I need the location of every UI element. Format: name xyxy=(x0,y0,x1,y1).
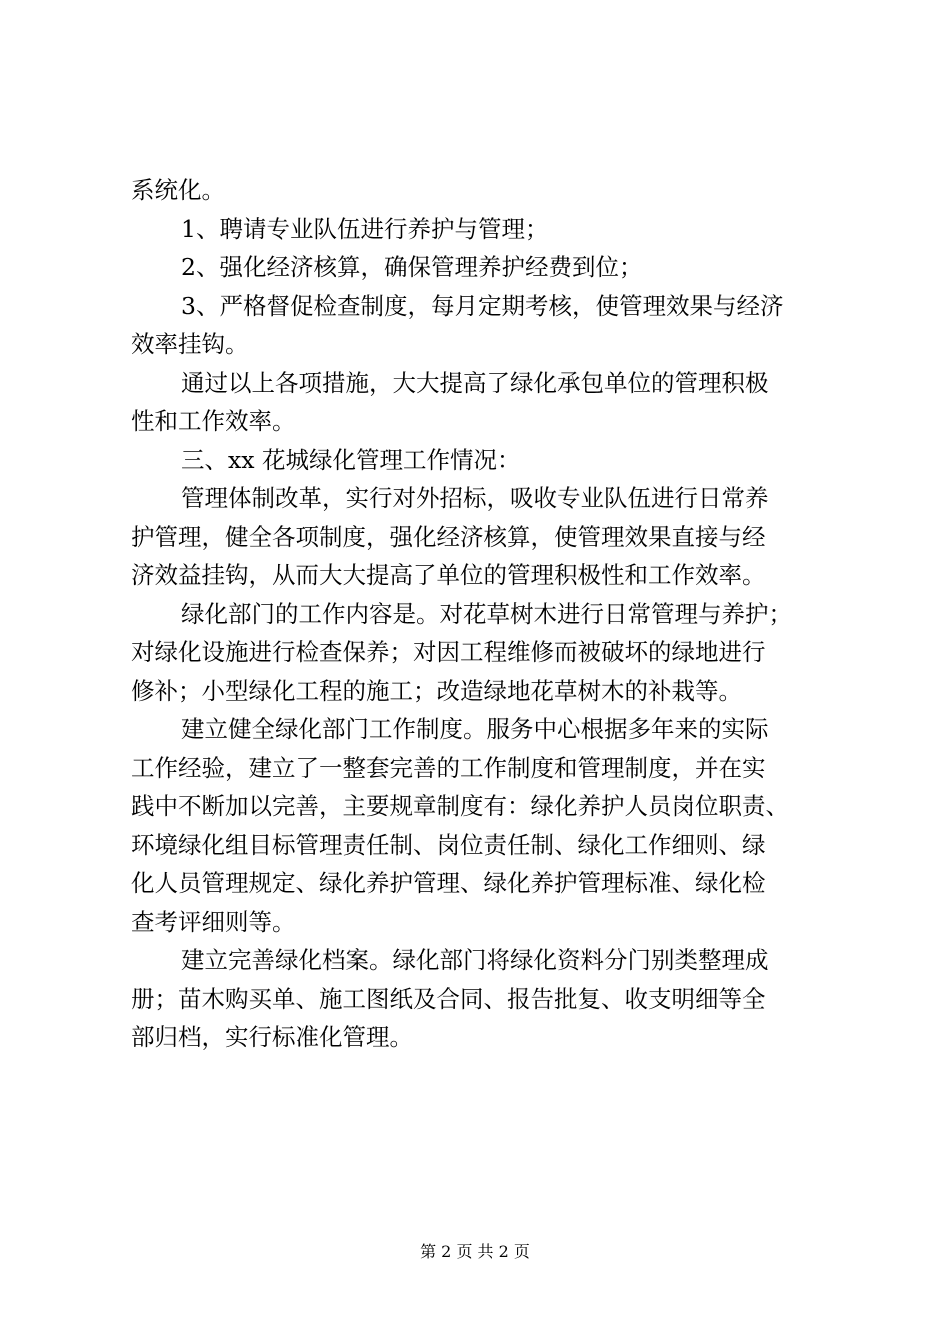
text-line: 管理体制改革，实行对外招标，吸收专业队伍进行日常养 xyxy=(181,484,769,512)
text-line: 修补；小型绿化工程的施工；改造绿地花草树木的补栽等。 xyxy=(131,676,742,705)
text-line: 1、聘请专业队伍进行养护与管理； xyxy=(181,214,549,243)
text-line: 建立健全绿化部门工作制度。服务中心根据多年来的实际 xyxy=(181,715,769,743)
text-line: 环境绿化组目标管理责任制、岗位责任制、绿化工作细则、绿 xyxy=(131,830,766,859)
text-line: 查考评细则等。 xyxy=(131,907,296,936)
text-line: 护管理，健全各项制度，强化经济核算，使管理效果直接与经 xyxy=(131,522,766,551)
text-line: 性和工作效率。 xyxy=(131,407,296,435)
text-line: 通过以上各项措施，大大提高了绿化承包单位的管理积极 xyxy=(181,368,769,397)
page-footer xyxy=(0,1242,950,1262)
text-line: 册；苗木购买单、施工图纸及合同、报告批复、收支明细等全 xyxy=(131,984,766,1013)
text-line: 部归档，实行标准化管理。 xyxy=(131,1023,413,1051)
text-line: 系统化。 xyxy=(131,176,225,204)
text-line: 践中不断加以完善，主要规章制度有：绿化养护人员岗位职责、 xyxy=(131,792,789,820)
text-line: 建立完善绿化档案。绿化部门将绿化资料分门别类整理成 xyxy=(181,946,769,974)
text-line: 化人员管理规定、绿化养护管理、绿化养护管理标准、绿化检 xyxy=(131,869,766,897)
document-body xyxy=(131,171,831,1057)
text-line: 三、xx 花城绿化管理工作情况： xyxy=(181,445,521,474)
text-line: 济效益挂钩，从而大大提高了单位的管理积极性和工作效率。 xyxy=(131,561,766,589)
text-line: 3、严格督促检查制度，每月定期考核，使管理效果与经济 xyxy=(181,291,784,320)
text-line: 绿化部门的工作内容是。对花草树木进行日常管理与养护； xyxy=(181,599,792,628)
text-line: 效率挂钩。 xyxy=(131,330,249,358)
page-number: 第 2 页 共 2 页 xyxy=(420,1242,530,1261)
text-line: 工作经验，建立了一整套完善的工作制度和管理制度，并在实 xyxy=(131,753,766,782)
text-line: 对绿化设施进行检查保养；对因工程维修而被破坏的绿地进行 xyxy=(131,638,766,666)
text-line: 2、强化经济核算，确保管理养护经费到位； xyxy=(181,253,643,281)
